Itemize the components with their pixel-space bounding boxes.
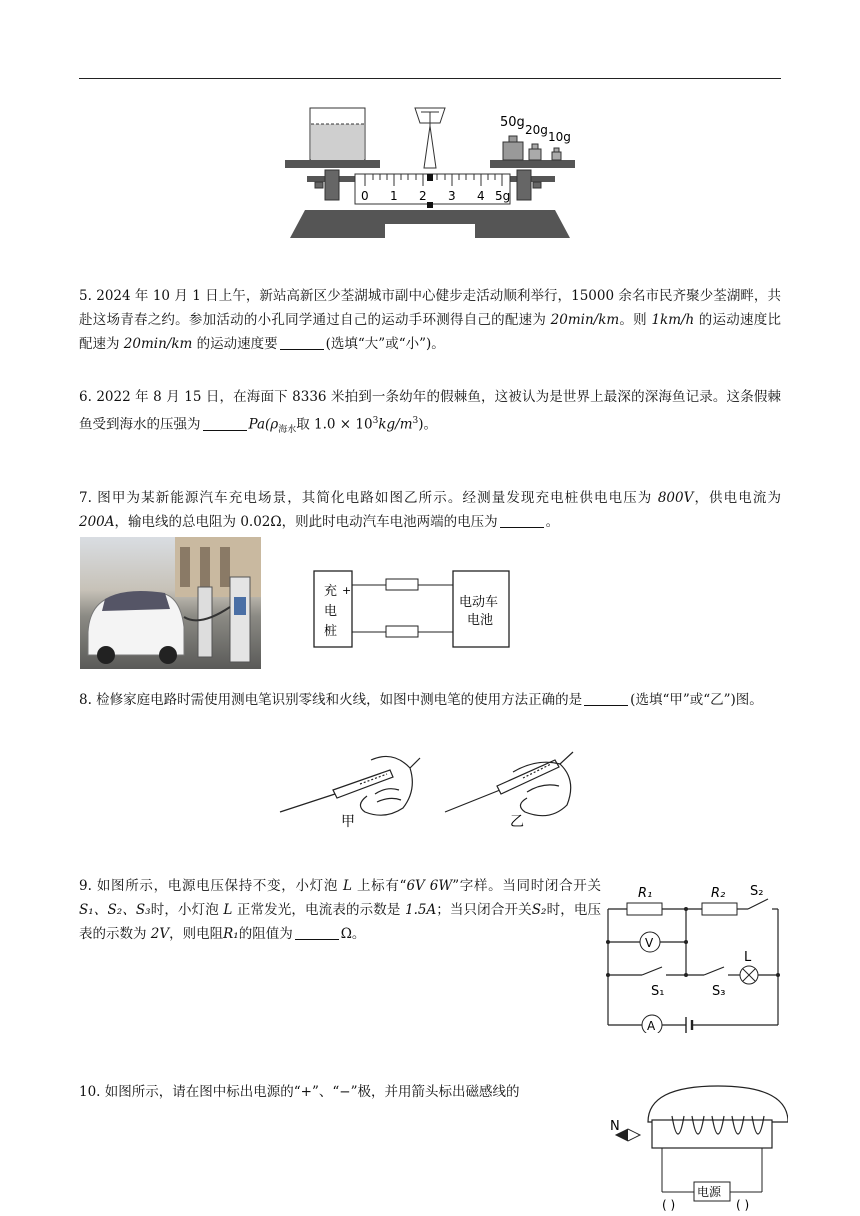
q7-current: 200A: [79, 514, 115, 530]
q8-text-1: 8. 检修家庭电路时需使用测电笔识别零线和火线，如图中测电笔的使用方法正确的是: [79, 692, 583, 708]
right-pole-blank[interactable]: ( ): [736, 1198, 750, 1212]
question-8: [79, 688, 781, 712]
q7-text-4: 。: [545, 514, 560, 530]
scale-tick-3: 3: [448, 189, 456, 203]
q6-answer-blank[interactable]: [203, 416, 247, 431]
scale-tick-2: 2: [419, 189, 427, 203]
q7-answer-blank[interactable]: [500, 513, 544, 528]
q9-text-8: ，则电阻: [169, 926, 224, 942]
label-yi: 乙: [510, 814, 524, 830]
q9-text-5: 正常发光，电流表的示数是: [232, 902, 406, 918]
question-10: [79, 1080, 601, 1104]
pointer-dial: [415, 108, 445, 168]
q6-text-4: kg/m: [378, 416, 413, 433]
magnetic-field-loop: [648, 1086, 788, 1122]
q5-unit: 1km/h: [651, 312, 695, 328]
q9-text-10: Ω。: [340, 926, 366, 942]
test-pen-a-icon: [280, 756, 420, 815]
q9-text-7: 时，电压表的示数为: [79, 902, 602, 942]
q9-lamp-symbol: L: [343, 878, 352, 894]
q9-r1: R₁: [223, 926, 239, 942]
q9-text-3: ”字样。当同时闭合开关: [452, 878, 601, 894]
pile-plus: +: [342, 584, 352, 597]
q6-sup-2: 3: [412, 416, 419, 426]
line-resistor-bottom: [386, 626, 418, 637]
q9-text-9: 的阻值为: [238, 926, 293, 942]
q9-switch-s2: S₂: [531, 902, 547, 918]
q9-text-4: 时，小灯泡: [150, 902, 224, 918]
line-resistor-top: [386, 579, 418, 590]
power-source-label: 电源: [697, 1185, 722, 1199]
question-6: [79, 385, 781, 442]
q6-sub: 海水: [278, 425, 297, 436]
q10-text: 10. 如图所示，请在图中标出电源的“+”、“−”极，并用箭头标出磁感线的: [79, 1084, 520, 1100]
test-pen-b-icon: [445, 752, 573, 816]
battery-line-2: 电池: [467, 613, 494, 628]
q6-text-2: Pa(ρ: [248, 416, 279, 433]
test-pen-figure: [275, 750, 585, 830]
weight-label-10g: 10g: [548, 130, 571, 144]
left-pan: [285, 160, 380, 168]
q7-text-3: ，输电线的总电阻为 0.02Ω，则此时电动汽车电池两端的电压为: [114, 514, 498, 530]
charging-photo: [80, 537, 261, 669]
label-l: L: [744, 950, 752, 965]
q5-text-1: 5. 2024 年 10 月 1 日上午，新站高新区少荃湖城市副中心健步走活动顺利举行，15000 余名市民齐聚少荃湖畔，共赴这场青春之约。参加活动的小孔同学通过自己的运动手环测得自己的配速为: [79, 288, 781, 328]
q9-text-1: 9. 如图所示，电源电压保持不变，小灯泡: [79, 878, 344, 894]
q9-text-6: ；当只闭合开关: [436, 902, 532, 918]
q6-text-3: 取 1.0 × 10: [296, 416, 373, 433]
ammeter-label: A: [647, 1019, 656, 1033]
right-pan: [490, 160, 575, 168]
q5-answer-blank[interactable]: [280, 335, 324, 350]
base-notch: [385, 224, 475, 238]
balance-figure: [285, 98, 575, 243]
q9-text-2: 上标有“: [351, 878, 407, 894]
question-5: [79, 284, 781, 356]
q9-lamp-symbol-2: L: [223, 902, 233, 918]
q8-text-2: (选填“甲”或“乙”)图。: [630, 692, 763, 708]
q9-rating: 6V 6W: [406, 878, 453, 894]
q6-text-1: 6. 2022 年 8 月 15 日，在海面下 8336 米拍到一条幼年的假棘鱼，这被认为是世界上最深的深海鱼记录。这条假棘鱼受到海水的压强为: [79, 389, 781, 433]
q5-text-3: 的运动速度比配速为: [79, 312, 781, 352]
q7-text-1: 7. 图甲为某新能源汽车充电场景，其简化电路如图乙所示。经测量发现充电桩供电电压为: [79, 490, 658, 506]
header-rule: [79, 78, 781, 79]
q9-circuit: [600, 875, 785, 1033]
q10-electromagnet: [608, 1082, 788, 1212]
q6-text-5: )。: [418, 416, 438, 433]
car-icon: [80, 537, 261, 669]
q6-sup: 3: [372, 416, 379, 426]
q9-current: 1.5A: [405, 902, 437, 918]
q9-switches: S₁、S₂、S₃: [79, 902, 151, 918]
label-s3: S₃: [712, 984, 726, 999]
pile-char-1: 充: [324, 584, 338, 599]
resistor-r1: [627, 903, 662, 915]
question-7: [79, 486, 781, 534]
label-s2: S₂: [750, 884, 764, 899]
scale-tick-0: 0: [361, 189, 369, 203]
q5-pace: 20min/km: [550, 312, 620, 328]
resistor-r2: [702, 903, 737, 915]
pile-char-3: 桩: [324, 624, 338, 639]
pile-char-2: 电: [324, 604, 338, 619]
q5-text-4: 的运动速度要: [192, 336, 278, 352]
q7-text-2: ，供电电流为: [693, 490, 781, 506]
q7-voltage: 800V: [657, 490, 694, 506]
rider: [427, 174, 433, 181]
q9-voltage: 2V: [150, 926, 170, 942]
beaker-icon: [310, 108, 365, 160]
q8-answer-blank[interactable]: [584, 691, 628, 706]
scale-tick-1: 1: [390, 189, 398, 203]
scale-tick-5g: 5g: [495, 189, 511, 203]
question-9: [79, 874, 601, 946]
label-s1: S₁: [651, 984, 665, 999]
left-pole-blank[interactable]: ( ): [662, 1198, 676, 1212]
label-r2: R₂: [711, 886, 726, 901]
label-jia: 甲: [341, 814, 355, 830]
q9-answer-blank[interactable]: [295, 925, 339, 940]
q5-pace-2: 20min/km: [123, 336, 193, 352]
center-mark: [427, 202, 433, 208]
label-r1: R₁: [638, 886, 653, 901]
voltmeter-label: V: [645, 936, 654, 950]
scale-tick-4: 4: [477, 189, 485, 203]
q5-text-5: (选填“大”或“小”)。: [325, 336, 445, 352]
charging-circuit: [310, 566, 514, 652]
weight-label-50g: 50g: [500, 115, 525, 130]
q5-text-2: 。则: [619, 312, 652, 328]
weight-label-20g: 20g: [525, 123, 548, 137]
battery-line-1: 电动车: [459, 595, 499, 610]
compass-n-label: N: [610, 1119, 620, 1134]
